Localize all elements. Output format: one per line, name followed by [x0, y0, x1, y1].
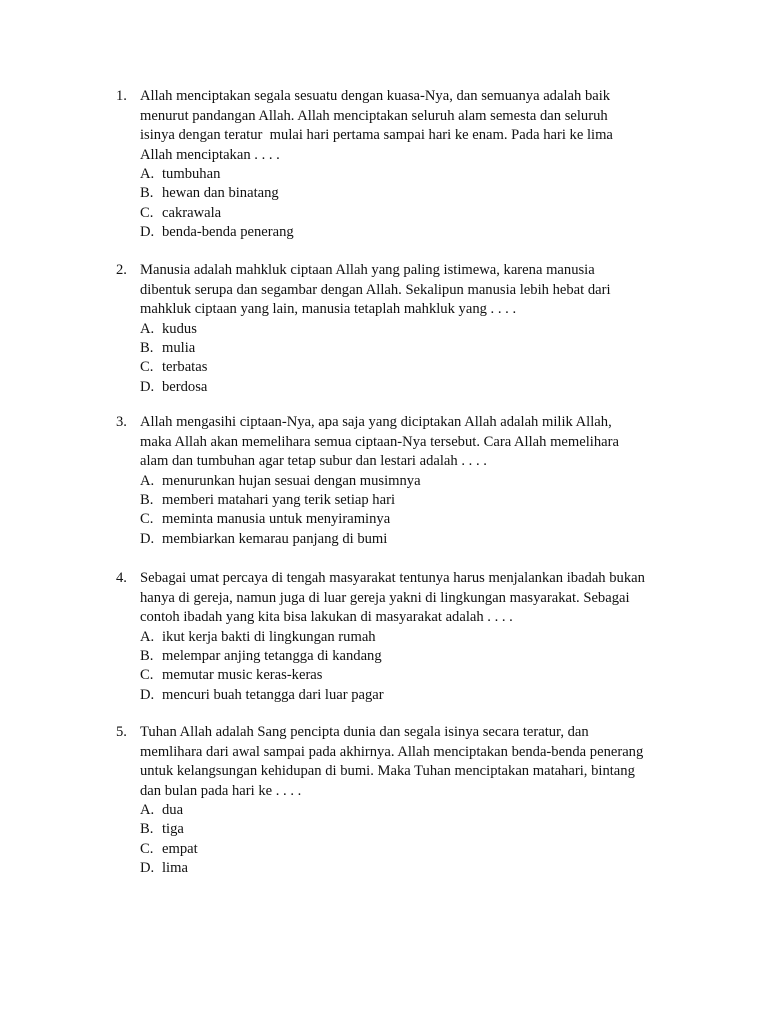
question-line: Tuhan Allah adalah Sang pencipta dunia dan segala isinya secara teratur, dan [140, 724, 589, 740]
option-text: cakrawala [162, 204, 222, 221]
answer-option-a [140, 320, 696, 339]
option-letter: D. [140, 224, 155, 241]
answer-option-c [140, 840, 696, 859]
question-text [140, 413, 696, 472]
question-line: alam dan tumbuhan agar tetap subur dan lestari adalah . . . . [140, 453, 487, 469]
question-line: Allah menciptakan segala sesuatu dengan kuasa-Nya, dan semuanya adalah baik [140, 88, 611, 104]
question-1 [116, 87, 696, 243]
answer-option-b [140, 184, 696, 203]
answer-option-d [140, 378, 696, 397]
option-text: dua [162, 802, 184, 818]
option-text: mulia [162, 339, 196, 356]
option-text: lima [162, 860, 188, 877]
answer-options [140, 628, 696, 706]
question-line: untuk kelangsungan kehidupan di bumi. Maka Tuhan menciptakan matahari, bintang [140, 763, 635, 779]
option-letter: B. [140, 185, 154, 202]
answer-option-a [140, 801, 696, 820]
question-line: memlihara dari awal sampai pada akhirnya. Allah menciptakan benda-benda penerang [140, 743, 644, 760]
option-letter: C. [140, 204, 154, 221]
question-3 [116, 413, 696, 549]
option-letter: B. [140, 647, 154, 664]
question-2 [116, 261, 696, 397]
option-letter: B. [140, 491, 154, 508]
option-text: tiga [162, 821, 184, 838]
option-letter: B. [140, 821, 154, 838]
answer-option-c [140, 358, 696, 377]
answer-options [140, 801, 696, 879]
answer-option-b [140, 647, 696, 666]
option-letter: A. [140, 166, 155, 182]
answer-option-a [140, 628, 696, 647]
question-text [140, 723, 696, 801]
option-letter: A. [140, 628, 155, 645]
option-text: kudus [162, 320, 197, 337]
answer-option-d [140, 686, 696, 705]
option-text: memberi matahari yang terik setiap hari [162, 491, 396, 508]
option-letter: D. [140, 378, 155, 395]
question-number: 1. [116, 88, 127, 104]
option-text: berdosa [162, 378, 208, 395]
option-text: ikut kerja bakti di lingkungan rumah [162, 628, 376, 645]
answer-options [140, 320, 696, 398]
option-letter: B. [140, 339, 154, 356]
answer-option-b [140, 820, 696, 839]
question-line: hanya di gereja, namun juga di luar gereja yakni di lingkungan masyarakat. Sebagai [140, 589, 630, 606]
answer-options [140, 165, 696, 243]
option-letter: A. [140, 320, 155, 337]
option-text: mencuri buah tetangga dari luar pagar [162, 686, 384, 703]
option-text: tumbuhan [162, 166, 221, 182]
option-letter: C. [140, 840, 154, 857]
option-letter: D. [140, 530, 155, 547]
option-letter: A. [140, 802, 155, 818]
question-number: 5. [116, 724, 127, 740]
option-letter: D. [140, 686, 155, 703]
option-text: melempar anjing tetangga di kandang [162, 647, 382, 664]
question-line: Manusia adalah mahkluk ciptaan Allah yang paling istimewa, karena manusia [140, 262, 595, 278]
option-letter: A. [140, 472, 155, 489]
option-text: terbatas [162, 359, 208, 376]
option-letter: C. [140, 511, 154, 528]
answer-options [140, 472, 696, 550]
question-number: 3. [116, 414, 127, 430]
option-text: meminta manusia untuk menyiraminya [162, 511, 391, 528]
answer-option-c [140, 204, 696, 223]
option-text: menurunkan hujan sesuai dengan musimnya [162, 472, 421, 489]
option-letter: D. [140, 860, 155, 877]
option-text: hewan dan binatang [162, 185, 279, 202]
question-line: menurut pandangan Allah. Allah menciptakan seluruh alam semesta dan seluruh [140, 107, 608, 124]
answer-option-b [140, 339, 696, 358]
option-letter: C. [140, 667, 154, 684]
answer-option-c [140, 510, 696, 529]
question-4 [116, 569, 696, 705]
answer-option-d [140, 530, 696, 549]
question-text [140, 569, 696, 628]
answer-option-c [140, 666, 696, 685]
question-line: dibentuk serupa dan segambar dengan Allah. Sekalipun manusia lebih hebat dari [140, 281, 611, 298]
question-line: maka Allah akan memelihara semua ciptaan-Nya tersebut. Cara Allah memelihara [140, 433, 619, 450]
question-line: Sebagai umat percaya di tengah masyarakat tentunya harus menjalankan ibadah bukan [140, 570, 645, 586]
question-line: contoh ibadah yang kita bisa lakukan di masyarakat adalah . . . . [140, 609, 513, 625]
question-line: Allah menciptakan . . . . [140, 146, 280, 163]
option-letter: C. [140, 359, 154, 376]
question-5 [116, 723, 696, 879]
question-line: dan bulan pada hari ke . . . . [140, 782, 302, 799]
question-text [140, 87, 696, 165]
answer-option-a [140, 165, 696, 184]
option-text: memutar music keras-keras [162, 667, 323, 684]
option-text: membiarkan kemarau panjang di bumi [162, 530, 388, 547]
question-line: mahkluk ciptaan yang lain, manusia tetaplah mahkluk yang . . . . [140, 301, 517, 317]
question-line: isinya dengan teratur mulai hari pertama sampai hari ke enam. Pada hari ke lima [140, 127, 613, 143]
answer-option-d [140, 859, 696, 878]
option-text: benda-benda penerang [162, 224, 294, 241]
answer-option-d [140, 223, 696, 242]
answer-option-b [140, 491, 696, 510]
question-line: Allah mengasihi ciptaan-Nya, apa saja yang diciptakan Allah adalah milik Allah, [140, 414, 612, 430]
question-text [140, 261, 696, 320]
question-number: 2. [116, 262, 127, 278]
question-number: 4. [116, 570, 127, 586]
option-text: empat [162, 840, 198, 857]
answer-option-a [140, 472, 696, 491]
